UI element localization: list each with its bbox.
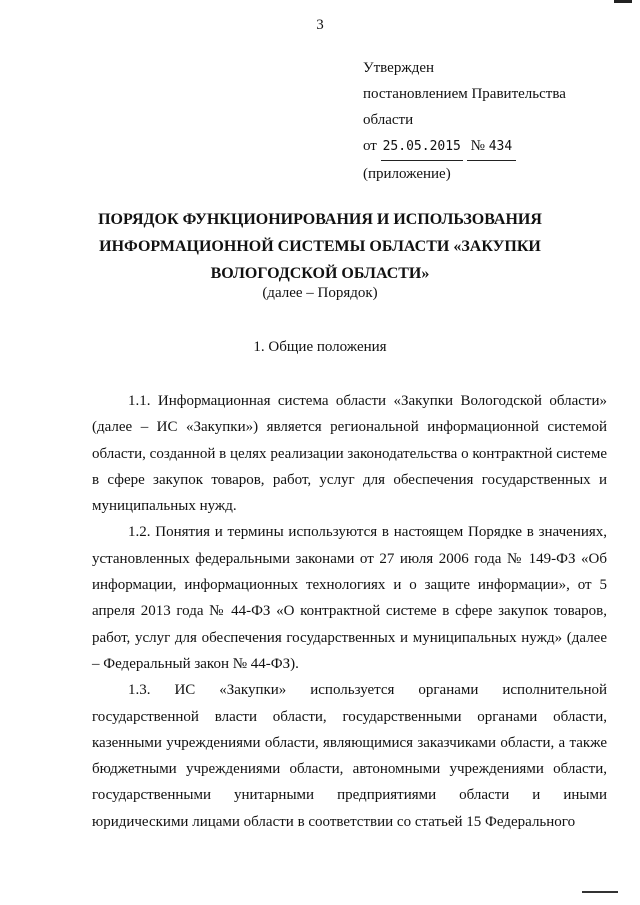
approval-number: 434 [488,139,513,154]
bottom-scan-mark [582,891,618,893]
section-heading: 1. Общие положения [253,339,387,355]
approval-date: 25.05.2015 [381,134,463,161]
approval-block [363,55,566,187]
document-title [0,206,640,287]
corner-scan-mark [614,0,632,3]
paragraph-1-1: 1.1. Информационная система области «Закупки Вологодской области» (далее – ИС «Закупки») является региональной информационной системой области, созданной в целях реализации законодательства о контрактной системе в сфере закупок товаров, работ, услуг для обеспечения государственных и муниципальных нужд. [92,393,607,515]
paragraph-1-3: 1.3. ИС «Закупки» используется органами исполнительной государственной власти области, государственными органами области, казенными учреждениями области, являющимися заказчиками области, а также бюджетными учреждениями области, автономными учреждениями области, государственными унитарными предприятиями области и иными юридическими лицами области в соответствии со статьей 15 Федерального [92,682,607,830]
approval-line-decree: постановлением Правительства [363,86,566,102]
page-number: 3 [316,17,324,33]
document-body [92,388,607,835]
title-line-2: ИНФОРМАЦИОННОЙ СИСТЕМЫ ОБЛАСТИ «ЗАКУПКИ [99,238,541,255]
title-line-3: ВОЛОГОДСКОЙ ОБЛАСТИ» [210,265,430,282]
approval-number-field [467,133,517,161]
paragraph-1-2: 1.2. Понятия и термины используются в настоящем Порядке в значениях, установленных федеральными законами от 27 июля 2006 года № 149-ФЗ «Об информации, информационных технологиях и о защите информации», от 5 апреля 2013 года № 44-ФЗ «О контрактной системе в сфере закупок товаров, работ, услуг для обеспечения государственных и муниципальных нужд» (далее – Федеральный закон № 44-ФЗ). [92,524,607,672]
approval-line-appendix: (приложение) [363,166,451,182]
document-subtitle: (далее – Порядок) [262,285,378,301]
approval-from-label: от [363,138,377,154]
number-sign: № [470,138,485,154]
title-line-1: ПОРЯДОК ФУНКЦИОНИРОВАНИЯ И ИСПОЛЬЗОВАНИЯ [98,211,542,228]
approval-line-date [363,133,566,161]
approval-line-region: области [363,112,414,128]
approval-line-approved: Утвержден [363,60,435,76]
